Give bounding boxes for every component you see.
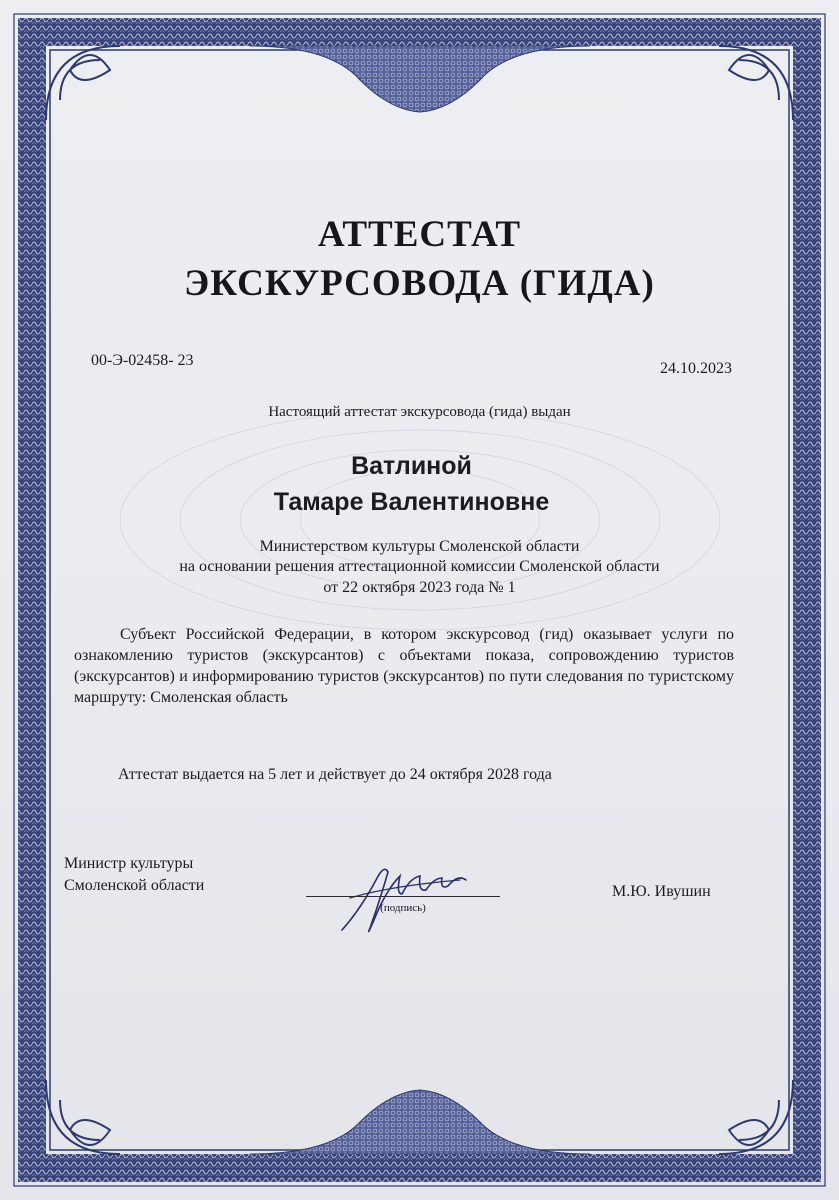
certificate-subtitle: ЭКСКУРСОВОДА (ГИДА) — [184, 263, 655, 304]
issued-statement: Настоящий аттестат экскурсовода (гида) выдан — [268, 404, 571, 420]
issuer-line-3: от 22 октября 2023 года № 1 — [323, 579, 516, 596]
minister-title-line-1: Министр культуры — [64, 855, 194, 872]
service-region-paragraph: Субъект Российской Федерации, в котором экскурсовод (гид) оказывает услуги по ознакомлению туристов (экскурсантов) с объектами показа, сопровождению туристов (экскурсантов) и информированию туристов (экскурсантов) по пути следования по туристскому маршруту: Смоленская область — [74, 626, 734, 706]
recipient-given-names: Тамаре Валентиновне — [273, 488, 550, 516]
validity-statement: Аттестат выдается на 5 лет и действует до 24 октября 2028 года — [118, 766, 552, 783]
bottom-ornament — [250, 1090, 590, 1154]
issuer-line-1: Министерством культуры Смоленской области — [259, 538, 580, 555]
recipient-surname: Ватлиной — [351, 452, 472, 480]
signature-caption: (подпись) — [380, 902, 426, 914]
certificate-title: АТТЕСТАТ — [317, 214, 522, 255]
document-number: 00-Э-02458- 23 — [91, 352, 194, 369]
background-rosette — [120, 410, 720, 630]
top-ornament — [250, 46, 590, 112]
document-date: 24.10.2023 — [660, 360, 732, 377]
minister-title-line-2: Смоленской области — [64, 877, 205, 894]
minister-title — [64, 853, 204, 897]
frame-band — [18, 18, 821, 1182]
issuer-line-2: на основании решения аттестационной комиссии Смоленской области — [179, 558, 660, 575]
minister-name: М.Ю. Ивушин — [612, 883, 711, 900]
handwritten-signature — [330, 850, 470, 940]
signature-line — [306, 896, 500, 897]
